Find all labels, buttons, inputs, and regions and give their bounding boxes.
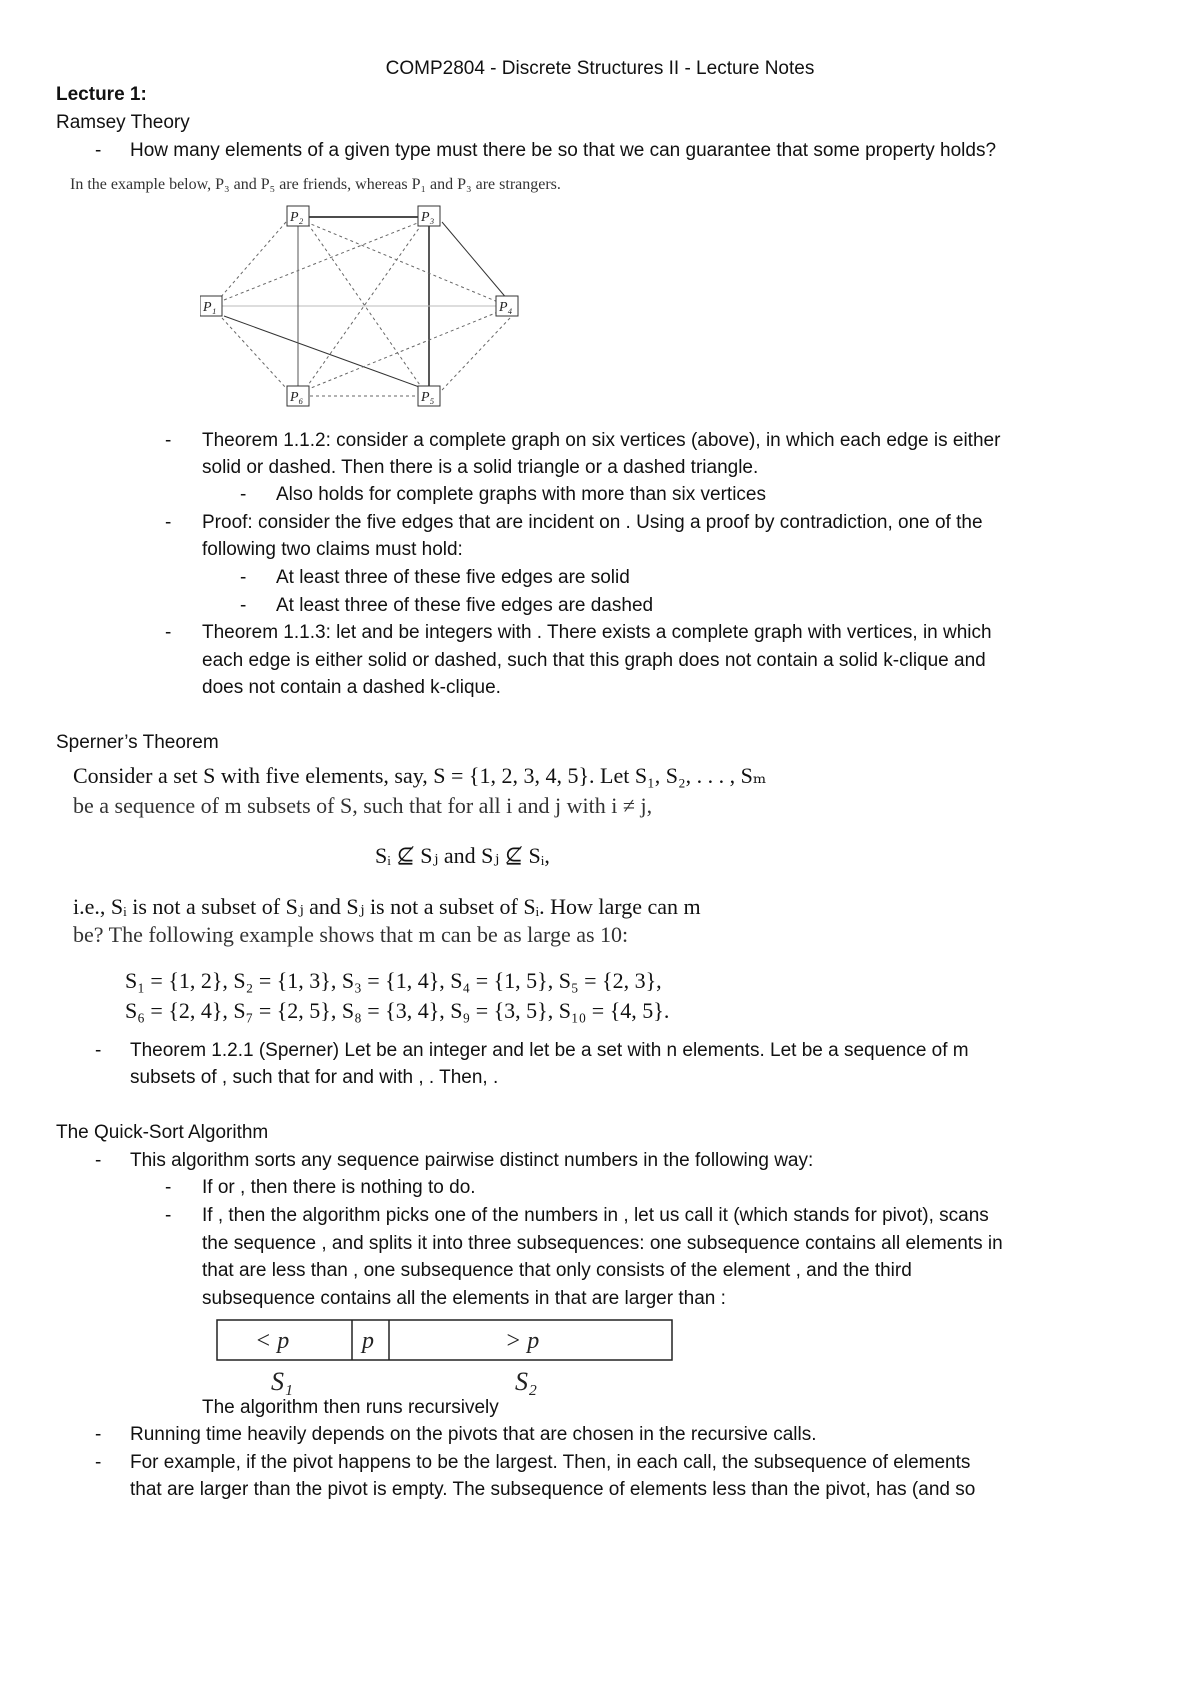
label-s2: S₂ <box>515 1367 538 1396</box>
theorem-113-line2: each edge is either solid or dashed, such that this graph does not contain a solid k-clique and <box>202 650 986 671</box>
ramsey-question: How many elements of a given type must there be so that we can guarantee that some property holds? <box>130 140 997 161</box>
sperner-condition: Sᵢ ⊈ Sⱼ and Sⱼ ⊈ Sᵢ, <box>375 843 550 868</box>
edge-solid <box>224 316 422 388</box>
theorem-112-line1: Theorem 1.1.2: consider a complete graph on six vertices (above), in which each edge is either <box>202 430 1001 451</box>
bullet-dash: - <box>95 1424 102 1445</box>
proof-claim2: At least three of these five edges are dashed <box>276 595 654 616</box>
quicksort-case2-line2: the sequence , and splits it into three subsequences: one subsequence contains all elements in <box>202 1233 1003 1254</box>
box-greater-than-p: > p <box>505 1328 540 1354</box>
bullet-dash: - <box>95 1452 102 1473</box>
quicksort-heading: The Quick-Sort Algorithm <box>56 1122 269 1143</box>
sperner-sets-row2: S₆ = {2, 4}, S₇ = {2, 5}, S₈ = {3, 4}, S₉ = {3, 5}, S₁₀ = {4, 5}. <box>125 998 670 1023</box>
node-p1-label: P₁ <box>203 300 217 315</box>
example-line2: that are larger than the pivot is empty. The subsequence of elements less than the pivot, has (and so <box>130 1479 976 1500</box>
bullet-dash: - <box>165 430 172 451</box>
lecture-label: Lecture 1: <box>56 84 147 105</box>
edge-dashed <box>224 222 420 300</box>
sperner-theorem-line2: subsets of , such that for and with , . Then, . <box>130 1067 499 1088</box>
proof-line1: Proof: consider the five edges that are incident on . Using a proof by contradiction, one of the <box>202 512 983 533</box>
quicksort-case2-line4: subsequence contains all the elements in that are larger than : <box>202 1288 726 1309</box>
theorem-112-sub: Also holds for complete graphs with more than six vertices <box>276 484 766 505</box>
box-pivot: p <box>362 1328 374 1354</box>
sperner-heading: Sperner’s Theorem <box>56 732 219 753</box>
bullet-dash: - <box>95 140 102 161</box>
sperner-para-line5: be? The following example shows that m can be as large as 10: <box>73 922 629 947</box>
quicksort-case2-line1: If , then the algorithm picks one of the numbers in , let us call it (which stands for pivot), scans <box>202 1205 989 1226</box>
bullet-dash: - <box>240 567 247 588</box>
edge-dashed <box>306 312 498 390</box>
label-s1: S₁ <box>271 1367 294 1396</box>
node-p5-label: P₅ <box>421 390 435 405</box>
recursive-note: The algorithm then runs recursively <box>202 1397 499 1418</box>
ramsey-heading: Ramsey Theory <box>56 112 190 133</box>
bullet-dash: - <box>240 484 247 505</box>
quicksort-intro: This algorithm sorts any sequence pairwise distinct numbers in the following way: <box>130 1150 814 1171</box>
theorem-112-line2: solid or dashed. Then there is a solid triangle or a dashed triangle. <box>202 457 759 478</box>
sperner-sets-row1: S₁ = {1, 2}, S₂ = {1, 3}, S₃ = {1, 4}, S₄ = {1, 5}, S₅ = {2, 3}, <box>125 968 662 993</box>
page-title: COMP2804 - Discrete Structures II - Lecture Notes <box>385 58 815 79</box>
edge-dashed <box>220 222 286 298</box>
proof-claim1: At least three of these five edges are solid <box>276 567 630 588</box>
box-less-than-p: < p <box>255 1328 290 1354</box>
bullet-dash: - <box>95 1040 102 1061</box>
example-line1: For example, if the pivot happens to be the largest. Then, in each call, the subsequence of elements <box>130 1452 971 1473</box>
theorem-113-line3: does not contain a dashed k-clique. <box>202 677 501 698</box>
quicksort-case2-line3: that are less than , one subsequence that only consists of the element , and the third <box>202 1260 912 1281</box>
bullet-dash: - <box>165 1177 172 1198</box>
node-p2-label: P₂ <box>290 210 304 225</box>
sperner-para-line1: Consider a set S with five elements, say, S = {1, 2, 3, 4, 5}. Let S₁, S₂, . . . , Sₘ <box>73 763 767 788</box>
edge-dashed <box>222 318 286 388</box>
bullet-dash: - <box>165 1205 172 1226</box>
running-time-note: Running time heavily depends on the pivots that are chosen in the recursive calls. <box>130 1424 817 1445</box>
proof-line2: following two claims must hold: <box>202 539 463 560</box>
node-p4-label: P₄ <box>499 300 513 315</box>
sperner-theorem-line1: Theorem 1.2.1 (Sperner) Let be an integer and let be a set with n elements. Let be a sequence of m <box>130 1040 969 1061</box>
graph-caption: In the example below, P₃ and P₅ are friends, whereas P₁ and P₃ are strangers. <box>70 176 561 193</box>
node-p3-label: P₃ <box>421 210 435 225</box>
quicksort-case1: If or , then there is nothing to do. <box>202 1177 476 1198</box>
edge-solid <box>442 222 508 300</box>
sperner-para-line4: i.e., Sᵢ is not a subset of Sⱼ and Sⱼ is not a subset of Sᵢ. How large can m <box>73 894 701 919</box>
ramsey-graph <box>200 200 540 460</box>
bullet-dash: - <box>165 622 172 643</box>
bullet-dash: - <box>240 595 247 616</box>
partition-diagram <box>215 1318 675 1398</box>
theorem-113-line1: Theorem 1.1.3: let and be integers with . There exists a complete graph with vertices, in which <box>202 622 992 643</box>
node-p6-label: P₆ <box>290 390 304 405</box>
edge-dashed <box>442 318 510 390</box>
sperner-para-line2: be a sequence of m subsets of S, such that for all i and j with i ≠ j, <box>73 793 653 818</box>
edge-dashed <box>306 222 498 302</box>
bullet-dash: - <box>95 1150 102 1171</box>
bullet-dash: - <box>165 512 172 533</box>
